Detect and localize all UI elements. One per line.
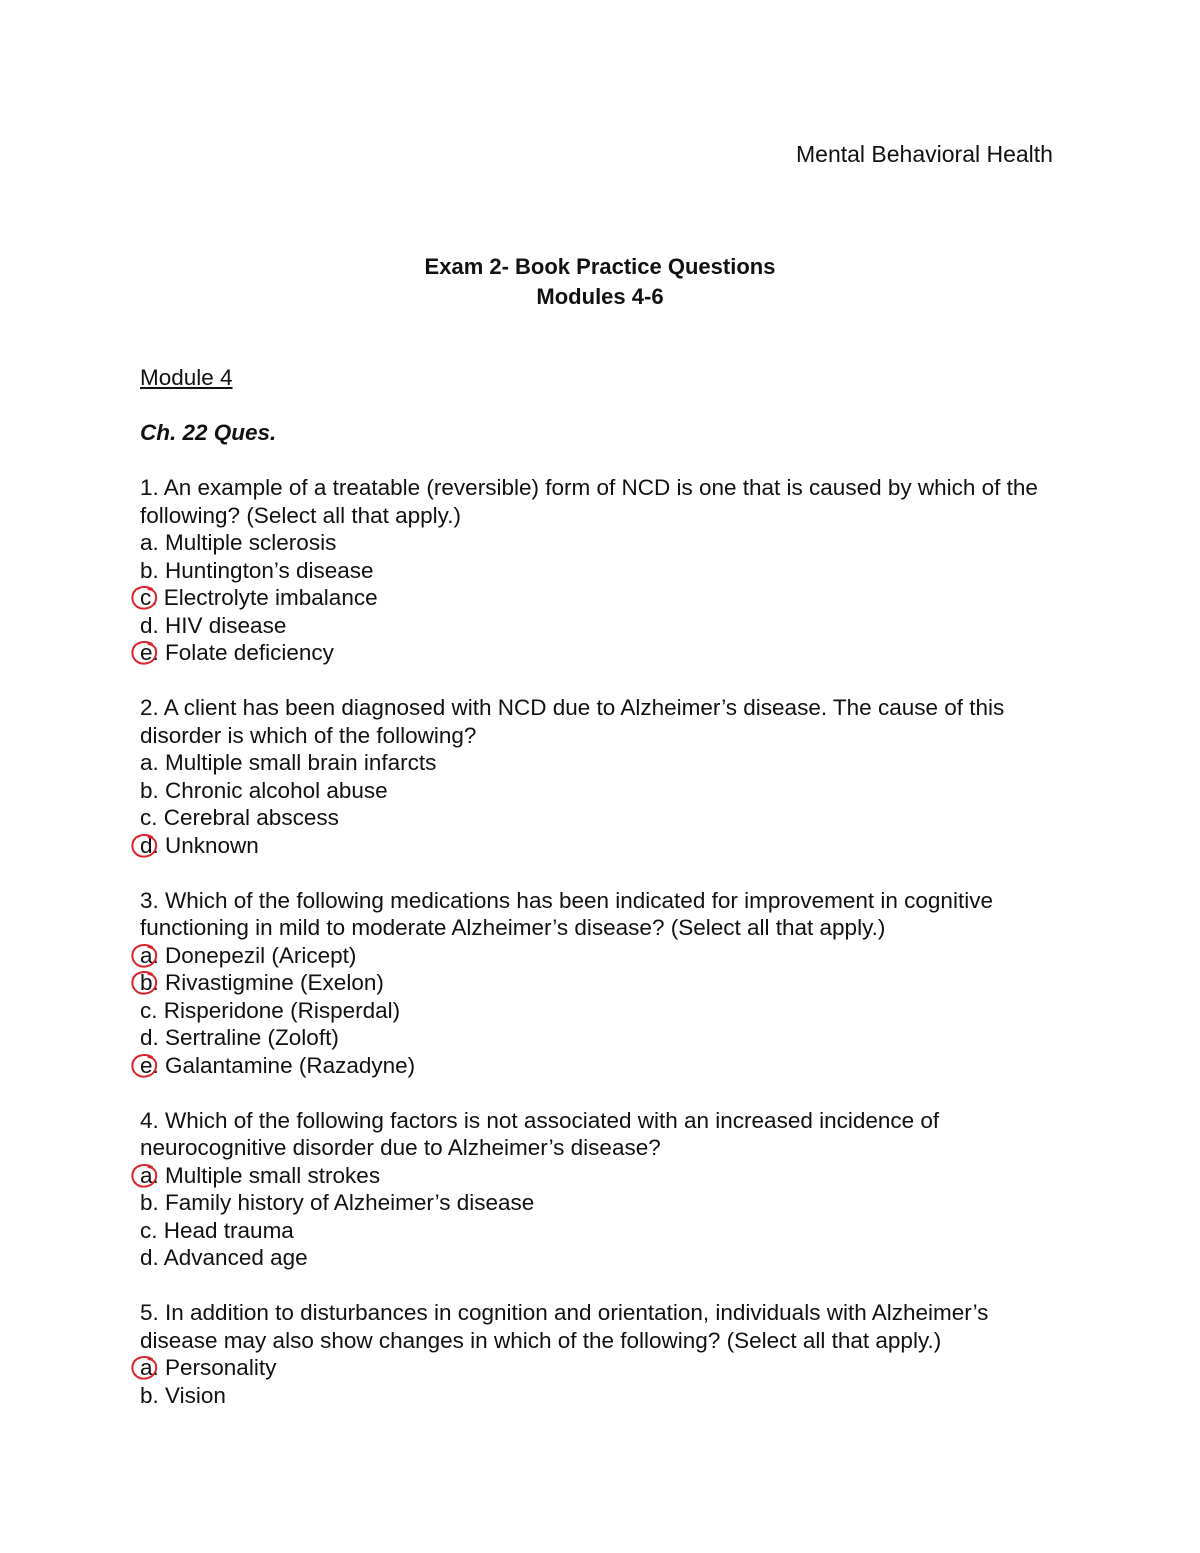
option-text: c. Risperidone (Risperdal) [140, 997, 401, 1023]
answer-option [140, 1217, 1070, 1245]
answer-option [140, 942, 1070, 970]
option-text: c. Electrolyte imbalance [140, 585, 378, 610]
question-stem: 2. A client has been diagnosed with NCD due to Alzheimer’s disease. The cause of this disorder is which of the following? [140, 695, 1005, 748]
option-text: b. Rivastigmine (Exelon) [140, 970, 384, 995]
question-stem: 5. In addition to disturbances in cognition and orientation, individuals with Alzheimer’s disease may also show changes in which of the following? (Select all that apply.) [140, 1300, 989, 1353]
answer-option [140, 997, 1070, 1025]
option-text: a. Multiple small strokes [140, 1162, 381, 1188]
title-line-2: Modules 4-6 [536, 284, 664, 309]
answer-option [140, 612, 1070, 640]
title-line-1: Exam 2- Book Practice Questions [424, 254, 776, 279]
option-text: d. HIV disease [140, 612, 287, 638]
option-text: a. Multiple small brain infarcts [140, 750, 437, 775]
option-text: b. Chronic alcohol abuse [140, 777, 388, 803]
option-text: d. Advanced age [140, 1245, 308, 1270]
answer-option [140, 1244, 1070, 1272]
question-stem: 3. Which of the following medications has been indicated for improvement in cognitive functioning in mild to moderate Alzheimer’s disease? (Select all that apply.) [140, 887, 993, 940]
option-text: d. Unknown [140, 832, 259, 858]
option-text: e. Folate deficiency [140, 640, 334, 665]
option-text: c. Cerebral abscess [140, 805, 339, 830]
question-1 [140, 474, 1070, 667]
answer-option [140, 1189, 1070, 1217]
question-4 [140, 1107, 1070, 1272]
question-stem: 1. An example of a treatable (reversible) form of NCD is one that is caused by which of the following? (Select all that apply.) [140, 475, 1038, 528]
option-text: c. Head trauma [140, 1217, 294, 1243]
answer-option [140, 1162, 1070, 1190]
answer-option [140, 1052, 1070, 1080]
option-text: b. Family history of Alzheimer’s disease [140, 1190, 535, 1215]
option-text: b. Huntington’s disease [140, 557, 374, 583]
option-text: b. Vision [140, 1382, 226, 1408]
course-header: Mental Behavioral Health [796, 141, 1053, 167]
answer-option [140, 584, 1070, 612]
option-text: d. Sertraline (Zoloft) [140, 1025, 339, 1050]
option-text: a. Donepezil (Aricept) [140, 942, 357, 968]
chapter-heading: Ch. 22 Ques. [140, 420, 277, 445]
answer-option [140, 1024, 1070, 1052]
option-text: e. Galantamine (Razadyne) [140, 1052, 416, 1078]
answer-option [140, 832, 1070, 860]
answer-option [140, 557, 1070, 585]
module-heading: Module 4 [140, 365, 233, 390]
question-5 [140, 1299, 1070, 1409]
question-2 [140, 694, 1070, 859]
answer-option [140, 1382, 1070, 1410]
answer-option [140, 969, 1070, 997]
answer-option [140, 529, 1070, 557]
answer-option [140, 1354, 1070, 1382]
answer-option [140, 749, 1070, 777]
question-3 [140, 887, 1070, 1080]
document-body [140, 364, 1070, 1437]
answer-option [140, 777, 1070, 805]
option-text: a. Multiple sclerosis [140, 530, 337, 555]
document-title [0, 252, 1200, 312]
option-text: a. Personality [140, 1355, 277, 1380]
answer-option [140, 639, 1070, 667]
question-stem: 4. Which of the following factors is not associated with an increased incidence of neurocognitive disorder due to Alzheimer’s disease? [140, 1107, 940, 1160]
answer-option [140, 804, 1070, 832]
